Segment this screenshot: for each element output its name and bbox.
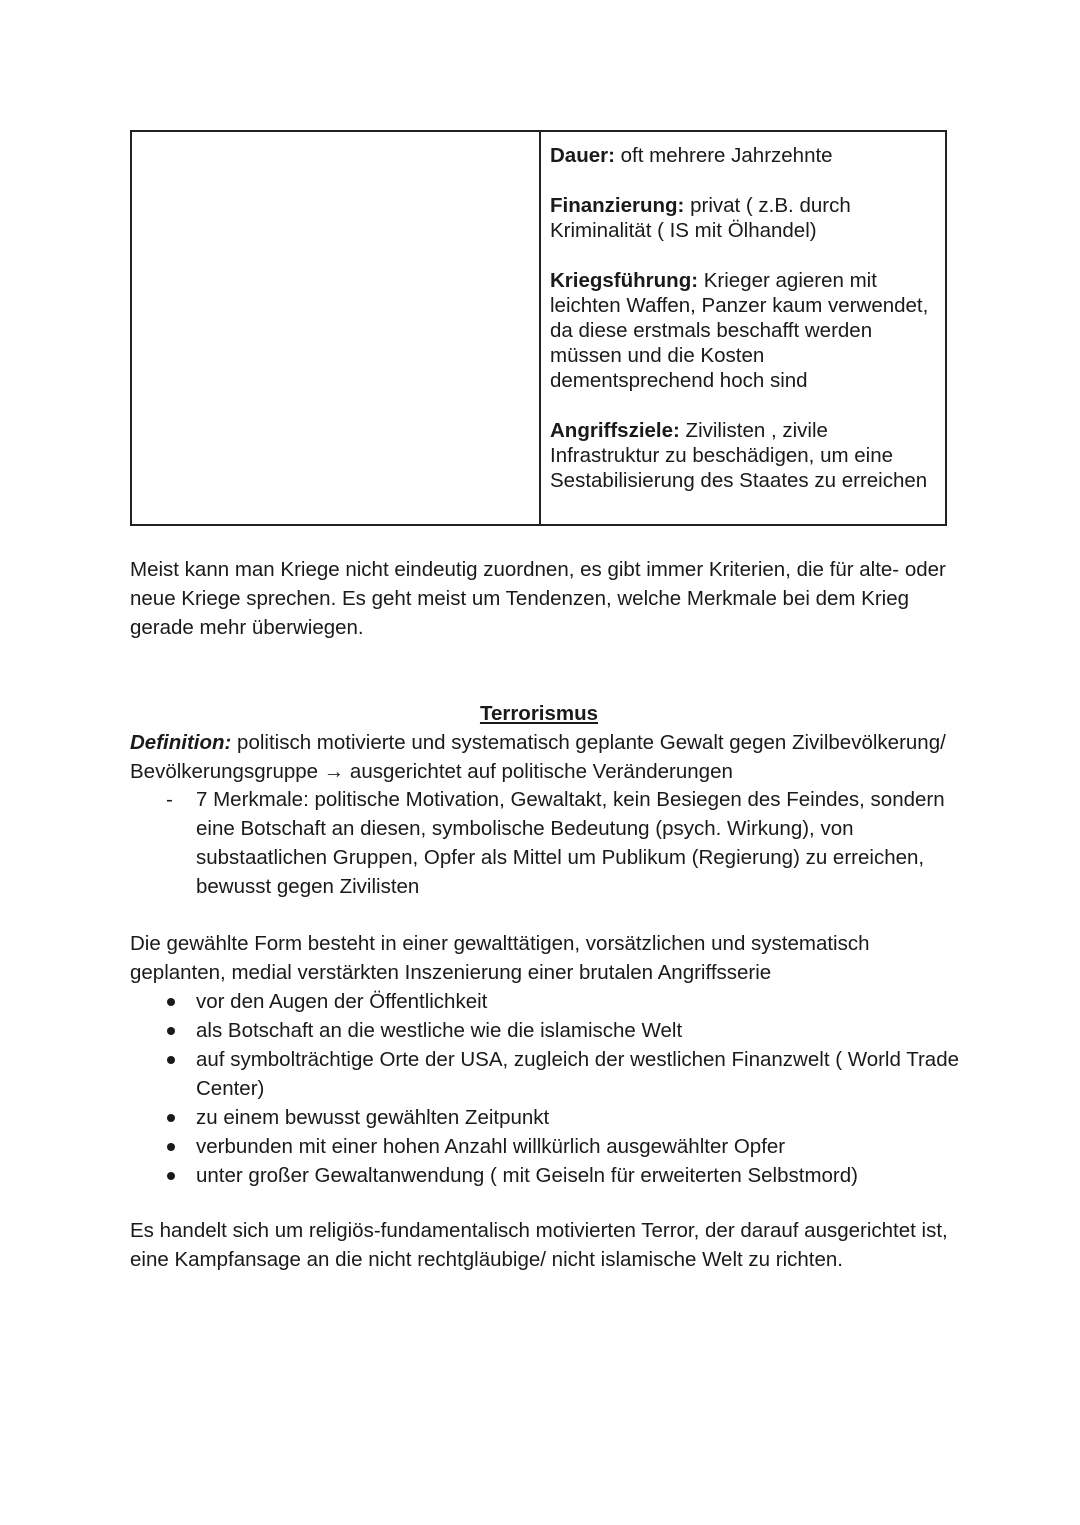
list-item: vor den Augen der Öffentlichkeit (130, 987, 960, 1016)
list-item: unter großer Gewaltanwendung ( mit Geiseln für erweiterten Selbstmord) (130, 1161, 960, 1190)
table-entry-targets: Angriffsziele: Zivilisten , zivile Infrastruktur zu beschädigen, um eine Sestabilisierung des Staates zu erreichen (550, 419, 928, 492)
bullet-dot-icon (167, 1143, 175, 1151)
list-item: als Botschaft an die westliche wie die islamische Welt (130, 1016, 960, 1045)
list-item: zu einem bewusst gewählten Zeitpunkt (130, 1103, 960, 1132)
list-item: verbunden mit einer hohen Anzahl willkürlich ausgewählter Opfer (130, 1132, 960, 1161)
list-item: auf symbolträchtige Orte der USA, zugleich der westlichen Finanzwelt ( World Trade Center) (130, 1045, 960, 1103)
paragraph-conclusion: Es handelt sich um religiös-fundamentalisch motivierten Terror, der darauf ausgerichtet ist, eine Kampfansage an die nicht rechtgläubige/ nicht islamische Welt zu richten. (130, 1219, 948, 1271)
definition-paragraph (130, 728, 960, 786)
paragraph-classification: Meist kann man Kriege nicht eindeutig zuordnen, es gibt immer Kriterien, die für alte- oder neue Kriege sprechen. Es geht meist um Tendenzen, welche Merkmale bei dem Krieg gerade mehr überwiegen. (130, 558, 946, 639)
table-left-cell (132, 132, 541, 524)
dash-marker: - (166, 788, 173, 811)
table-entry-warfare: Kriegsführung: Krieger agieren mit leichten Waffen, Panzer kaum verwendet, da diese erstmals beschafft werden müssen und die Kosten dementsprechend hoch sind (550, 269, 929, 392)
bullet-dot-icon (167, 1027, 175, 1035)
dash-list (130, 785, 960, 901)
bullet-dot-icon (167, 1056, 175, 1064)
bullet-dot-icon (167, 998, 175, 1006)
bullet-list (130, 987, 960, 1190)
comparison-table (130, 130, 947, 526)
definition-label: Definition: (130, 731, 232, 754)
paragraph-form: Die gewählte Form besteht in einer gewalttätigen, vorsätzlichen und systematisch geplanten, medial verstärkten Inszenierung einer brutalen Angriffsserie (130, 932, 870, 984)
section-heading-terrorismus: Terrorismus (479, 702, 599, 725)
table-entry-financing: Finanzierung: privat ( z.B. durch Kriminalität ( IS mit Ölhandel) (550, 194, 851, 242)
bullet-dot-icon (167, 1172, 175, 1180)
list-item: - 7 Merkmale: politische Motivation, Gewaltakt, kein Besiegen des Feindes, sondern eine Botschaft an diesen, symbolische Bedeutung (psych. Wirkung), von substaatlichen Gruppen, Opfer als Mittel um Publikum (Regierung) zu erreichen, bewusst gegen Zivilisten (130, 785, 960, 901)
table-right-cell (541, 132, 945, 524)
bullet-dot-icon (167, 1114, 175, 1122)
table-entry-duration: Dauer: oft mehrere Jahrzehnte (550, 144, 833, 167)
definition-text: politisch motivierte und systematisch geplante Gewalt gegen Zivilbevölkerung/ Bevölkerungsgruppe → ausgerichtet auf politische Veränderungen (130, 731, 946, 783)
